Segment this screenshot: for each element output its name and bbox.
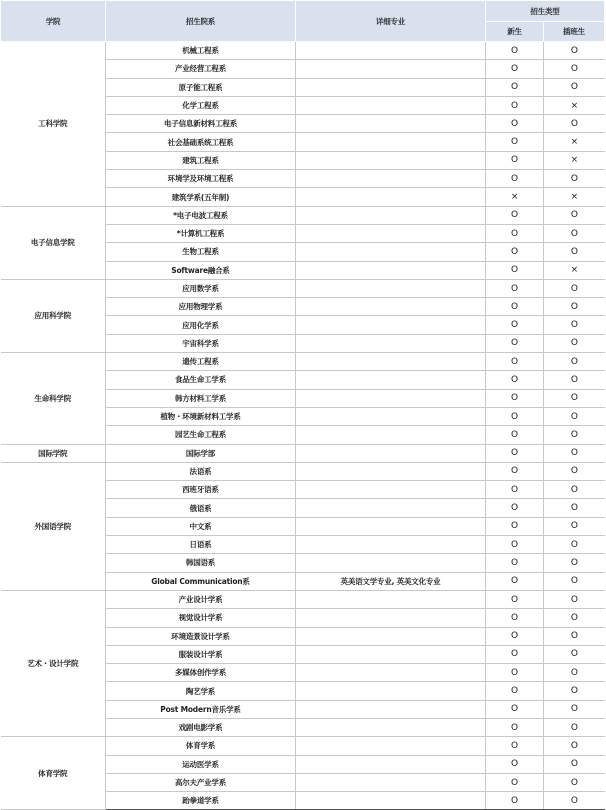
department-name: 应用物理学系: [106, 298, 296, 316]
department-name: 视觉设计学系: [106, 609, 296, 627]
college-name: 工科学院: [1, 42, 106, 207]
department-name: 运动医学系: [106, 755, 296, 773]
transfer-student-mark: O: [544, 279, 605, 297]
transfer-student-mark: O: [544, 755, 605, 773]
detail-major: [296, 700, 486, 718]
department-name: *电子电波工程系: [106, 206, 296, 224]
detail-major: [296, 389, 486, 407]
new-student-mark: O: [486, 627, 544, 645]
transfer-student-mark: O: [544, 78, 605, 96]
table-row: [1, 353, 605, 371]
department-name: 园艺生命工程系: [106, 426, 296, 444]
department-name: 生物工程系: [106, 243, 296, 261]
new-student-mark: O: [486, 371, 544, 389]
detail-major: [296, 334, 486, 352]
transfer-student-mark: O: [544, 462, 605, 480]
detail-major: [296, 444, 486, 462]
new-student-mark: O: [486, 334, 544, 352]
transfer-student-mark: O: [544, 700, 605, 718]
department-name: 环境学及环境工程系: [106, 170, 296, 188]
department-name: 电子信息新材料工程系: [106, 115, 296, 133]
new-student-mark: O: [486, 407, 544, 425]
header-detail: 详细专业: [296, 1, 486, 42]
detail-major: [296, 499, 486, 517]
college-name: 体育学院: [1, 737, 106, 810]
detail-major: [296, 206, 486, 224]
new-student-mark: O: [486, 517, 544, 535]
table-row: [1, 279, 605, 297]
new-student-mark: O: [486, 60, 544, 78]
new-student-mark: O: [486, 590, 544, 608]
detail-major: [296, 645, 486, 663]
transfer-student-mark: O: [544, 60, 605, 78]
detail-major: [296, 755, 486, 773]
new-student-mark: O: [486, 572, 544, 590]
new-student-mark: O: [486, 243, 544, 261]
department-name: Software融合系: [106, 261, 296, 279]
department-name: 社会基础系统工程系: [106, 133, 296, 151]
new-student-mark: O: [486, 261, 544, 279]
table-header: [1, 1, 605, 42]
department-name: 西班牙语系: [106, 481, 296, 499]
new-student-mark: O: [486, 353, 544, 371]
detail-major: [296, 298, 486, 316]
detail-major: [296, 682, 486, 700]
transfer-student-mark: O: [544, 627, 605, 645]
department-name: 日语系: [106, 536, 296, 554]
new-student-mark: O: [486, 554, 544, 572]
department-name: 韩国语系: [106, 554, 296, 572]
header-transfer-student: 插班生: [544, 22, 605, 42]
detail-major: [296, 243, 486, 261]
transfer-student-mark: O: [544, 407, 605, 425]
department-name: 环境造景设计学系: [106, 627, 296, 645]
header-admission-type: 招生类型: [486, 1, 605, 22]
transfer-student-mark: O: [544, 316, 605, 334]
new-student-mark: O: [486, 170, 544, 188]
new-student-mark: O: [486, 279, 544, 297]
transfer-student-mark: O: [544, 499, 605, 517]
header-new-student: 新生: [486, 22, 544, 42]
new-student-mark: O: [486, 444, 544, 462]
college-name: 国际学院: [1, 444, 106, 462]
college-name: 应用科学院: [1, 279, 106, 352]
department-name: 食品生命工学系: [106, 371, 296, 389]
detail-major: [296, 133, 486, 151]
detail-major: [296, 792, 486, 810]
department-name: 机械工程系: [106, 42, 296, 60]
new-student-mark: O: [486, 664, 544, 682]
transfer-student-mark: O: [544, 554, 605, 572]
transfer-student-mark: O: [544, 590, 605, 608]
department-name: 植物・环境新材料工学系: [106, 407, 296, 425]
header-college: 学院: [1, 1, 106, 42]
detail-major: [296, 261, 486, 279]
detail-major: [296, 554, 486, 572]
detail-major: 英美语文学专业, 英美文化专业: [296, 572, 486, 590]
department-name: 产业设计学系: [106, 590, 296, 608]
detail-major: [296, 462, 486, 480]
detail-major: [296, 188, 486, 206]
table-row: [1, 444, 605, 462]
detail-major: [296, 773, 486, 791]
transfer-student-mark: O: [544, 389, 605, 407]
department-name: 高尔夫产业学系: [106, 773, 296, 791]
department-name: 原子能工程系: [106, 78, 296, 96]
detail-major: [296, 96, 486, 114]
new-student-mark: O: [486, 718, 544, 736]
new-student-mark: O: [486, 151, 544, 169]
department-name: 应用化学系: [106, 316, 296, 334]
new-student-mark: O: [486, 536, 544, 554]
new-student-mark: O: [486, 316, 544, 334]
table-row: [1, 42, 605, 60]
transfer-student-mark: ×: [544, 188, 605, 206]
department-name: 建筑学系(五年制): [106, 188, 296, 206]
table-row: [1, 462, 605, 480]
department-name: Post Modern音乐学系: [106, 700, 296, 718]
department-name: 应用数学系: [106, 279, 296, 297]
detail-major: [296, 371, 486, 389]
transfer-student-mark: O: [544, 645, 605, 663]
transfer-student-mark: O: [544, 664, 605, 682]
header-dept: 招生院系: [106, 1, 296, 42]
new-student-mark: O: [486, 115, 544, 133]
department-name: 遗传工程系: [106, 353, 296, 371]
detail-major: [296, 737, 486, 755]
transfer-student-mark: O: [544, 517, 605, 535]
department-name: 多媒体创作学系: [106, 664, 296, 682]
detail-major: [296, 115, 486, 133]
detail-major: [296, 224, 486, 242]
new-student-mark: O: [486, 426, 544, 444]
new-student-mark: O: [486, 609, 544, 627]
new-student-mark: O: [486, 773, 544, 791]
transfer-student-mark: O: [544, 334, 605, 352]
new-student-mark: O: [486, 792, 544, 810]
detail-major: [296, 590, 486, 608]
department-name: 中文系: [106, 517, 296, 535]
detail-major: [296, 536, 486, 554]
new-student-mark: O: [486, 96, 544, 114]
detail-major: [296, 279, 486, 297]
transfer-student-mark: O: [544, 371, 605, 389]
department-name: 宇宙科学系: [106, 334, 296, 352]
department-name: 服装设计学系: [106, 645, 296, 663]
transfer-student-mark: ×: [544, 133, 605, 151]
transfer-student-mark: O: [544, 298, 605, 316]
department-name: 体育学系: [106, 737, 296, 755]
detail-major: [296, 609, 486, 627]
transfer-student-mark: ×: [544, 96, 605, 114]
department-name: 国际学部: [106, 444, 296, 462]
transfer-student-mark: O: [544, 206, 605, 224]
detail-major: [296, 407, 486, 425]
new-student-mark: O: [486, 224, 544, 242]
new-student-mark: O: [486, 78, 544, 96]
transfer-student-mark: O: [544, 773, 605, 791]
transfer-student-mark: O: [544, 609, 605, 627]
table-row: [1, 206, 605, 224]
detail-major: [296, 718, 486, 736]
detail-major: [296, 60, 486, 78]
transfer-student-mark: O: [544, 682, 605, 700]
college-name: 生命科学院: [1, 353, 106, 444]
table-row: [1, 737, 605, 755]
table-row: [1, 590, 605, 608]
department-name: *计算机工程系: [106, 224, 296, 242]
new-student-mark: O: [486, 700, 544, 718]
college-name: 艺术・设计学院: [1, 590, 106, 736]
college-name: 电子信息学院: [1, 206, 106, 279]
new-student-mark: O: [486, 682, 544, 700]
transfer-student-mark: O: [544, 42, 605, 60]
department-name: 法语系: [106, 462, 296, 480]
detail-major: [296, 517, 486, 535]
transfer-student-mark: O: [544, 353, 605, 371]
department-name: 韩方材料工学系: [106, 389, 296, 407]
new-student-mark: O: [486, 389, 544, 407]
detail-major: [296, 78, 486, 96]
new-student-mark: O: [486, 755, 544, 773]
new-student-mark: O: [486, 42, 544, 60]
transfer-student-mark: O: [544, 792, 605, 810]
transfer-student-mark: O: [544, 481, 605, 499]
transfer-student-mark: O: [544, 170, 605, 188]
transfer-student-mark: O: [544, 426, 605, 444]
transfer-student-mark: O: [544, 224, 605, 242]
detail-major: [296, 316, 486, 334]
transfer-student-mark: O: [544, 572, 605, 590]
department-name: 跆拳道学系: [106, 792, 296, 810]
new-student-mark: O: [486, 462, 544, 480]
transfer-student-mark: ×: [544, 261, 605, 279]
college-name: 外国语学院: [1, 462, 106, 590]
department-name: 建筑工程系: [106, 151, 296, 169]
new-student-mark: ×: [486, 188, 544, 206]
department-name: Global Communication系: [106, 572, 296, 590]
transfer-student-mark: O: [544, 243, 605, 261]
detail-major: [296, 426, 486, 444]
detail-major: [296, 151, 486, 169]
new-student-mark: O: [486, 499, 544, 517]
new-student-mark: O: [486, 206, 544, 224]
new-student-mark: O: [486, 298, 544, 316]
new-student-mark: O: [486, 645, 544, 663]
new-student-mark: O: [486, 133, 544, 151]
department-name: 俄语系: [106, 499, 296, 517]
detail-major: [296, 664, 486, 682]
detail-major: [296, 481, 486, 499]
new-student-mark: O: [486, 737, 544, 755]
department-name: 化学工程系: [106, 96, 296, 114]
table-body: [1, 42, 605, 810]
detail-major: [296, 170, 486, 188]
new-student-mark: O: [486, 481, 544, 499]
transfer-student-mark: O: [544, 444, 605, 462]
detail-major: [296, 627, 486, 645]
department-name: 产业经营工程系: [106, 60, 296, 78]
transfer-student-mark: O: [544, 737, 605, 755]
transfer-student-mark: O: [544, 536, 605, 554]
detail-major: [296, 42, 486, 60]
transfer-student-mark: ×: [544, 151, 605, 169]
transfer-student-mark: O: [544, 115, 605, 133]
department-name: 陶艺学系: [106, 682, 296, 700]
transfer-student-mark: O: [544, 718, 605, 736]
detail-major: [296, 353, 486, 371]
department-name: 戏剧电影学系: [106, 718, 296, 736]
